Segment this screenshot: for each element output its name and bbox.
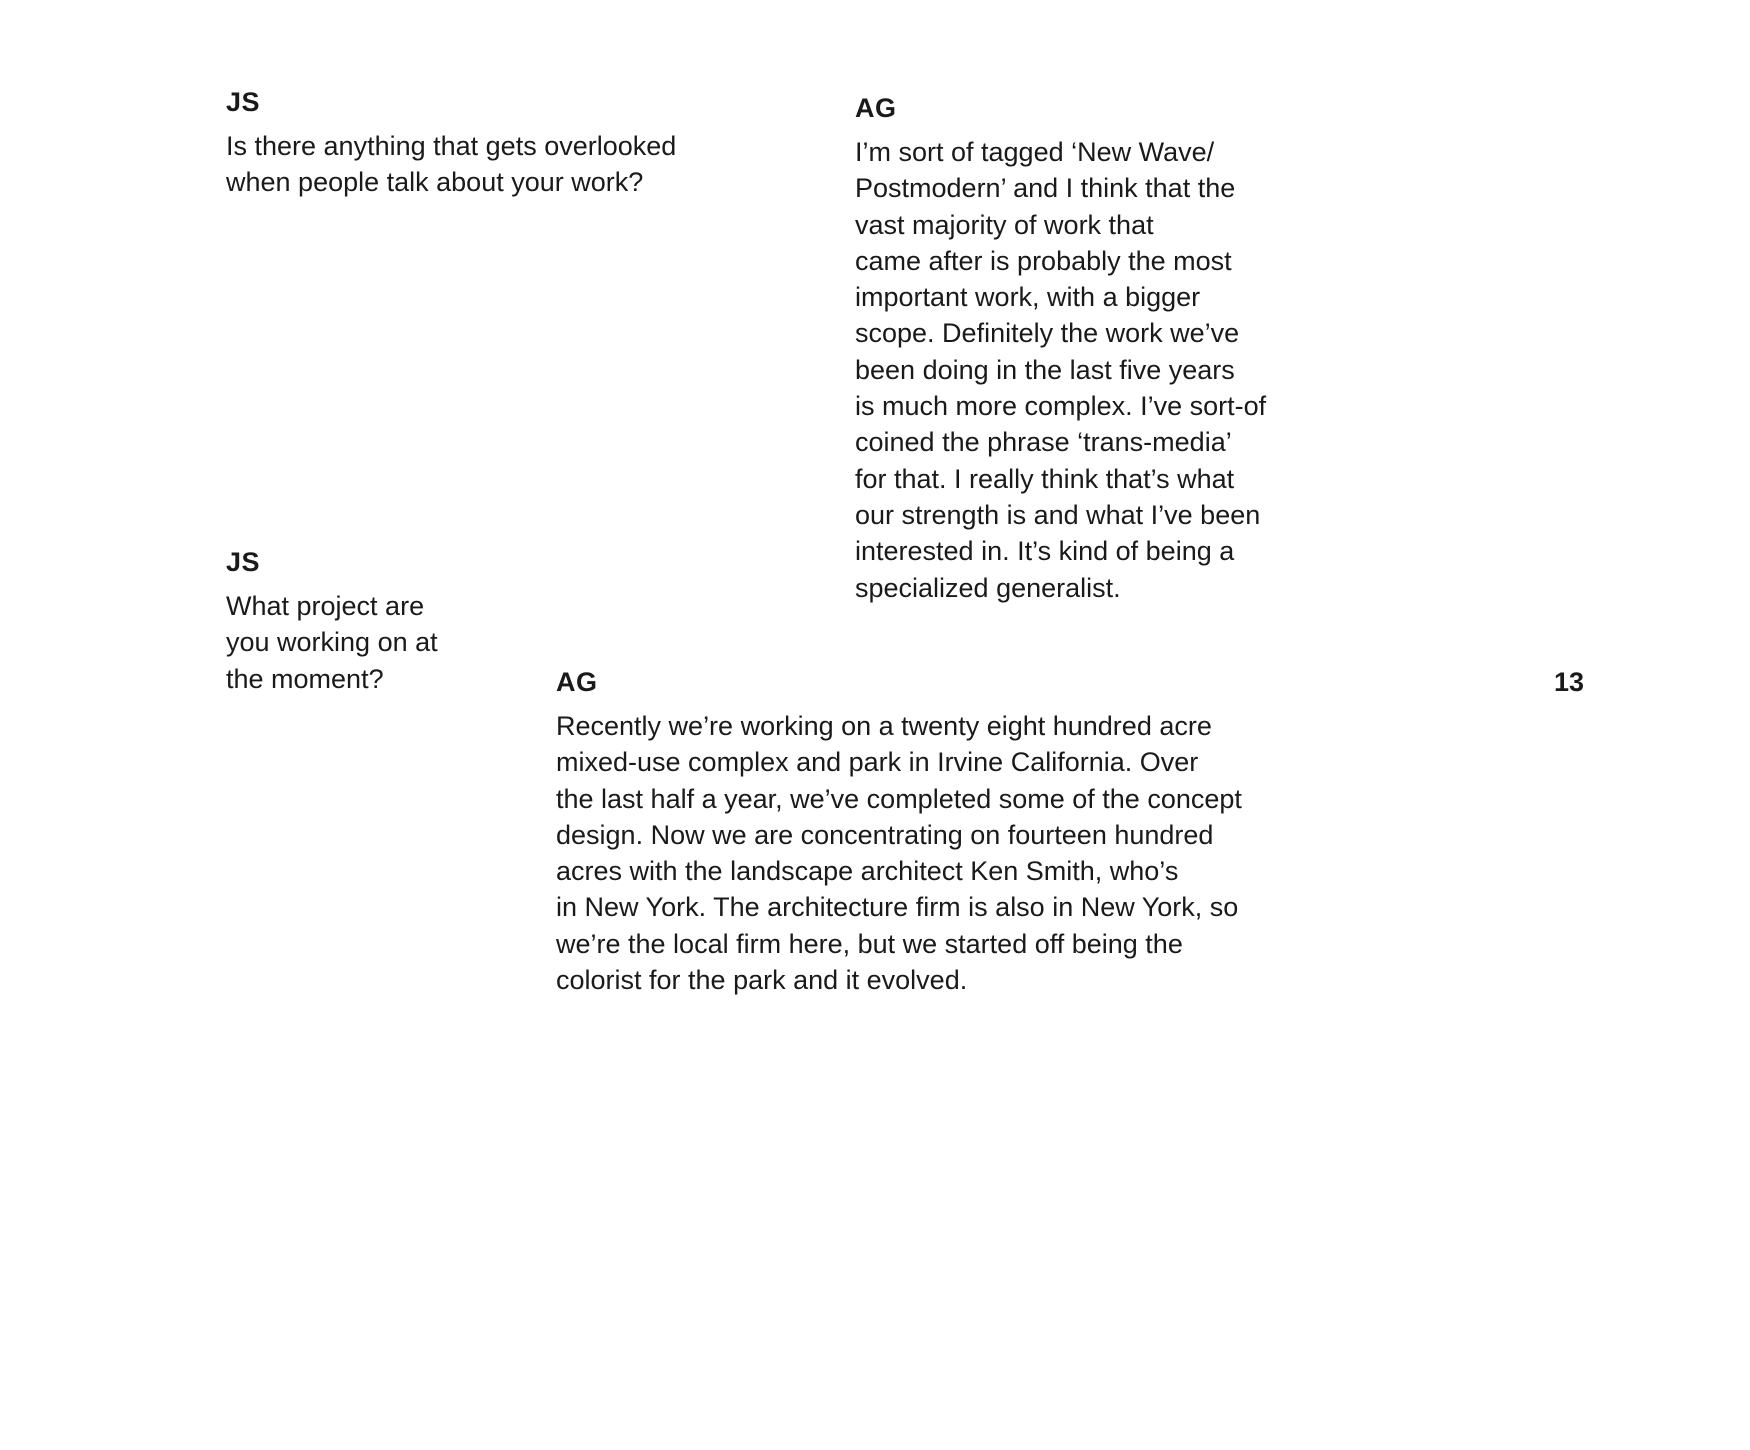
- text-line: specialized generalist.: [855, 572, 1121, 603]
- text-line: mixed-use complex and park in Irvine California. Over: [556, 747, 1199, 778]
- answer-block-1: [855, 92, 1266, 606]
- text-line: important work, with a bigger: [855, 282, 1201, 313]
- answer-block-2: [556, 666, 1242, 998]
- text-line: in New York. The architecture firm is also in New York, so: [556, 892, 1239, 923]
- text-line: I’m sort of tagged ‘New Wave/: [855, 137, 1215, 167]
- text-line: Postmodern’ and I think that the: [855, 173, 1236, 204]
- text-line: the moment?: [226, 663, 384, 694]
- speaker-label: JS: [226, 87, 261, 117]
- question-block-2: [226, 546, 438, 697]
- text-line: for that. I really think that’s what: [855, 463, 1235, 494]
- text-line: been doing in the last five years: [855, 354, 1235, 385]
- speaker-label: AG: [556, 667, 598, 697]
- text-line: interested in. It’s kind of being a: [855, 536, 1235, 567]
- text-line: What project are: [226, 591, 425, 621]
- text-line: we’re the local firm here, but we started off being the: [556, 928, 1183, 959]
- text-line: scope. Definitely the work we’ve: [855, 318, 1240, 349]
- text-line: the last half a year, we’ve completed some of the concept: [556, 783, 1242, 814]
- text-line: is much more complex. I’ve sort-of: [855, 391, 1267, 422]
- speaker-label: AG: [855, 93, 897, 123]
- question-block-1: [226, 86, 676, 201]
- text-line: acres with the landscape architect Ken Smith, who’s: [556, 856, 1179, 887]
- text-line: vast majority of work that: [855, 209, 1154, 240]
- speaker-label: JS: [226, 547, 261, 577]
- text-line: came after is probably the most: [855, 245, 1232, 276]
- page-number: 13: [1554, 667, 1585, 697]
- text-line: colorist for the park and it evolved.: [556, 965, 968, 996]
- text-line: Is there anything that gets overlooked: [226, 131, 677, 161]
- text-line: Recently we’re working on a twenty eight hundred acre: [556, 711, 1212, 741]
- text-line: coined the phrase ‘trans-media’: [855, 427, 1232, 458]
- text-line: you working on at: [226, 627, 438, 658]
- text-line: design. Now we are concentrating on fourteen hundred: [556, 819, 1214, 850]
- text-line: when people talk about your work?: [226, 167, 644, 198]
- text-line: our strength is and what I’ve been: [855, 499, 1261, 530]
